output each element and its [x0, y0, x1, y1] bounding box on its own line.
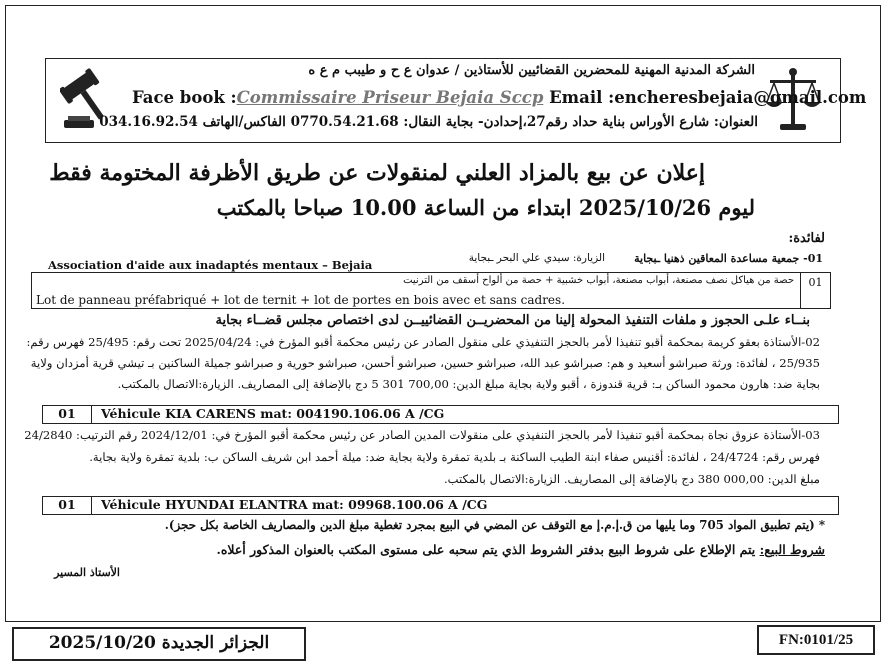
- lot3-line-3: مبلغ الدين: 000,00 380 دج بالإضافة إلى المصاريف. الزيارة:الاتصال بالمكتب.: [443, 472, 820, 486]
- lot2-line-3: بجاية ضد: هارون محمود الساكن بـ: قرية قندوزة ، أقبو ولاية بجاية مبلغ الدين: 700,00 301 5 دج بالإضافة إلى المصاريف. الزيارة:الاتصال بالمكتب.: [117, 377, 820, 391]
- contact-line: [132, 88, 867, 107]
- lot2-line-2: 25/935 ، لفائدة: ورثة صبراشو أسعيد و هم: صبراشو عبد الله، صبراشو حسين، صبراشو أحسن، صبراشو حورية و صبراشو جميلة الساكنين بـ تيشي قرية أمزدان ولاية: [30, 356, 820, 370]
- lot3-line-1: 03-الأستاذة عزوق نجاة بمحكمة أقبو تنفيذا لأمر بالحجز التنفيذي على منقولات المدين الصادر عن رئيس محكمة أقبو المؤرخ في: 2024/12/01 رقم الترتيب: 24/2840: [24, 428, 820, 442]
- company-line: الشركة المدنية المهنية للمحضرين القضائيين للأستاذين / عدوان ع ح و طيبب م ع ه: [308, 63, 755, 78]
- beneficiary-label: لفائدة:: [788, 231, 825, 246]
- lot1-number: 01: [800, 273, 830, 308]
- facebook-label: Face book :: [132, 88, 237, 107]
- email-value[interactable]: encheresbejaia@gmail.com: [614, 88, 867, 107]
- sale-terms-text: يتم الإطلاع على شروط البيع بدفتر الشروط الذي يتم سحبه على مستوى المكتب بالعنوان المذكور أعلاه.: [216, 542, 760, 557]
- section-heading: بنــاء علـى الحجوز و ملفات التنفيذ المحولة إلينا من المحضريــن القضائييــن لدى اختصاص مجلس قضــاء بجاية: [215, 313, 810, 328]
- lot3-vehicle: Véhicule HYUNDAI ELANTRA mat: 09968.100.06 A /CG: [101, 497, 488, 512]
- lot2-vehicle-number: 01: [43, 406, 92, 423]
- lot2-vehicle: Véhicule KIA CARENS mat: 004190.106.06 A /CG: [101, 406, 445, 421]
- lot2-vehicle-row: [42, 405, 839, 424]
- newspaper-date: الجزائر الجديدة 2025/10/20: [12, 627, 306, 661]
- file-number: FN:0101/25: [757, 625, 875, 655]
- facebook-link[interactable]: Commissaire Priseur Bejaia Sccp: [236, 88, 544, 107]
- lot3-line-2: فهرس رقم: 24/4724 ، لفائدة: أقنيس صفاء ابنة الطيب الساكنة بـ بلدية تمقرة ولاية بجاية ضد: ميلة أحمد ابن شريف الساكن ب: بلدية تمقرة ولاية بجاية.: [89, 450, 820, 464]
- signature: الأستاذ المسير: [54, 566, 120, 579]
- address-line: العنوان: شارع الأوراس بناية حداد رقم27،إحدادن- بجاية النقال: 0770.54.21.68 الفاكس/الهاتف 034.16.92.54: [99, 114, 758, 130]
- sale-terms: [216, 542, 825, 557]
- lot1-desc-ar: حصة من هياكل نصف مصنعة، أبواب مصنعة، أبواب خشبية + حصة من ألواح أسقف من الترنيت: [403, 275, 794, 286]
- email-label: Email :: [549, 88, 615, 107]
- announcement-title-2: ليوم 2025/10/26 ابتداء من الساعة 10.00 صباحا بالمكتب: [216, 195, 755, 220]
- sale-terms-label: شروط البيع:: [759, 542, 825, 557]
- visit-location: الزيارة: سيدي علي البحر ـبجاية: [468, 252, 605, 264]
- beneficiary-fr: Association d'aide aux inadaptés mentaux – Bejaia: [48, 258, 373, 272]
- lot1-desc-fr: Lot de panneau préfabriqué + lot de ternit + lot de portes en bois avec et sans cadres.: [36, 293, 566, 307]
- lot1-box: [31, 272, 831, 309]
- announcement-title-1: إعلان عن بيع بالمزاد العلني لمنقولات عن طريق الأظرفة المختومة فقط: [49, 160, 705, 186]
- lot3-vehicle-row: [42, 496, 839, 515]
- lot2-line-1: 02-الأستاذة بعقو كريمة بمحكمة أقبو تنفيذا لأمر بالحجز التنفيذي على منقول الصادر عن رئيس محكمة أقبو المؤرخ في: 2025/04/24 تحت رقم: 25/495 فهرس رقم:: [26, 335, 820, 349]
- beneficiary-ar: 01- جمعية مساعدة المعاقين ذهنيا ـبجاية: [634, 252, 823, 265]
- lot3-vehicle-number: 01: [43, 497, 92, 514]
- legal-note: * (يتم تطبيق المواد 705 وما يليها من ق.إ.م.إ مع التوقف عن المضي في البيع بمجرد تغطية مبلغ الدين والمصاريف الخاصة بكل حجز).: [164, 518, 825, 532]
